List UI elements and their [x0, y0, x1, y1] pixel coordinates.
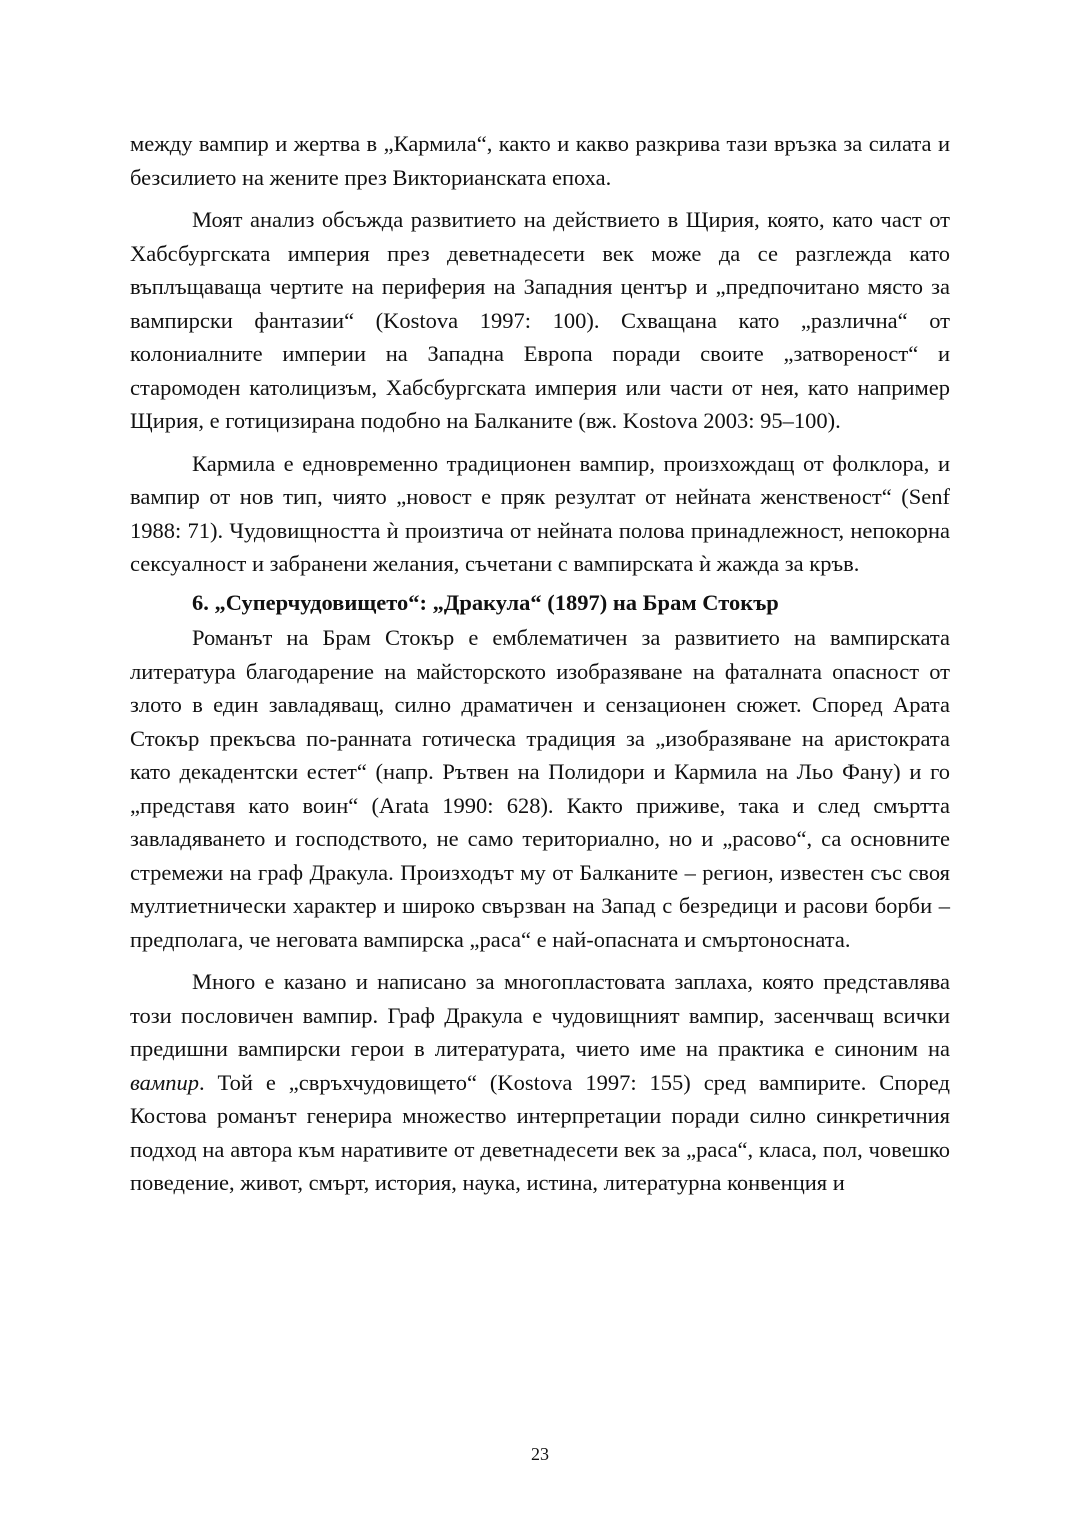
paragraph-5-italic-term: вампир	[130, 1069, 199, 1095]
paragraph-3	[130, 447, 950, 581]
paragraph-3-text: Кармила е едновременно традиционен вампир, произхождащ от фолклора, и вампир от нов тип, чиято „новост е пряк резултат от нейната женственост“ (Senf 1988: 71). Чудовищността ѝ произтича от нейната полова принадлежност, непокорна сексуалност и забранени желания, съчетани с вампирската ѝ жажда за кръв.	[130, 450, 950, 576]
paragraph-4	[130, 621, 950, 956]
paragraph-2	[130, 203, 950, 438]
paragraph-5-text-b: . Той е „свръхчудовището“ (Kostova 1997: 155) сред вампирите. Според Костова романът генерира множество интерпретации поради силно синкретичния подход на автора към наративите от деветнадесети век за „раса“, класа, пол, човешко поведение, живот, смърт, история, наука, истина, литературна конвенция и	[130, 1069, 950, 1195]
paragraph-5-text-a: Много е казано и написано за многопластовата заплаха, която представлява този пословичен вампир. Граф Дракула е чудовищният вампир, засенчващ всички предишни вампирски герои в литературата, чието име на практика е синоним на	[130, 969, 950, 1061]
paragraph-5	[130, 965, 950, 1200]
document-page	[130, 127, 950, 1200]
paragraph-2-text: Моят анализ обсъжда развитието на действието в Щирия, която, като част от Хабсбургската империя през деветнадесети век може да се разглежда като въплъщаваща чертите на периферия на Западния център и „предпочитано място за вампирски фантазии“ (Kostova 1997: 100). Схващана като „различна“ от колониалните империи на Западна Европа поради своите „затвореност“ и старомоден католицизъм, Хабсбургската империя или части от нея, като например Щирия, е готицизирана подобно на Балканите (вж. Kostova 2003: 95–100).	[130, 207, 950, 433]
paragraph-4-text: Романът на Брам Стокър е емблематичен за развитието на вампирската литература благодарение на майсторското изобразяване на фаталната опасност от злото в един завладяващ, силно драматичен и сензационен сюжет. Според Арата Стокър прекъсва по-ранната готическа традиция за „изобразяване на аристократа като декадентски естет“ (напр. Рътвен на Полидори и Кармила на Льо Фану) и го „представя като воин“ (Arata 1990: 628). Както приживе, така и след смъртта завладяването и господството, не само териториално, но и „расово“, са основните стремежи на граф Дракула. Произходът му от Балканите – регион, известен със своя мултиетнически характер и широко свързван на Запад с безредици и расови борби – предполага, че неговата вампирска „раса“ е най-опасната и смъртоносната.	[130, 625, 950, 952]
section-heading: 6. „Суперчудовището“: „Дракула“ (1897) на Брам Стокър	[192, 589, 779, 615]
paragraph-1	[130, 127, 950, 194]
page-number: 23	[531, 1444, 549, 1464]
paragraph-1-text: между вампир и жертва в „Кармила“, както и какво разкрива тази връзка за силата и безсилието на жените през Викторианската епоха.	[130, 131, 950, 190]
